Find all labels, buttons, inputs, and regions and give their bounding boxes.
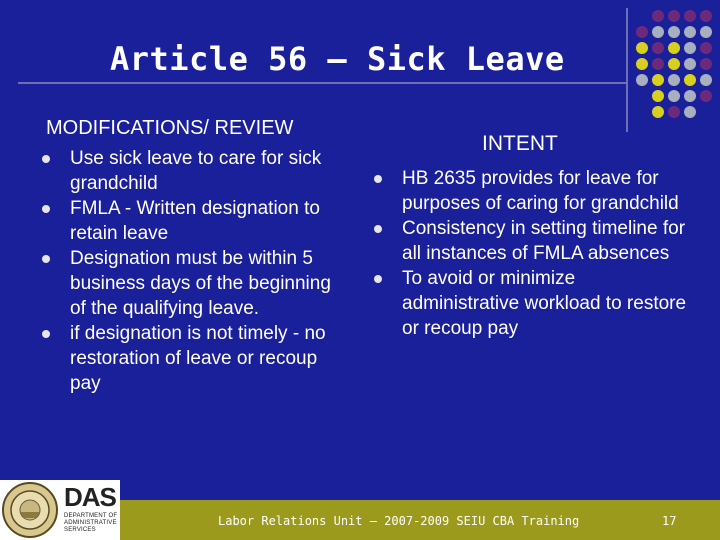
dot-icon bbox=[684, 90, 696, 102]
dot-grid-icon bbox=[636, 10, 720, 120]
list-item bbox=[42, 196, 342, 246]
dot-icon bbox=[668, 90, 680, 102]
dot-icon bbox=[684, 42, 696, 54]
bullet-text: To avoid or minimize administrative workload to restore or recoup pay bbox=[402, 268, 687, 339]
dot-icon bbox=[636, 74, 648, 86]
dot-icon bbox=[700, 90, 712, 102]
dot-icon bbox=[684, 58, 696, 70]
vertical-divider bbox=[626, 8, 628, 132]
bullet-dot-icon bbox=[374, 225, 382, 233]
right-bullet-list bbox=[374, 166, 694, 341]
left-bullet-list bbox=[42, 146, 342, 396]
dot-icon bbox=[668, 10, 680, 22]
dot-icon bbox=[700, 58, 712, 70]
dot-icon bbox=[684, 74, 696, 86]
footer-text: Labor Relations Unit – 2007-2009 SEIU CBA Training bbox=[218, 514, 580, 528]
bullet-text: Consistency in setting timeline for all instances of FMLA absences bbox=[402, 218, 686, 264]
bullet-text: if designation is not timely - no restoration of leave or recoup pay bbox=[70, 323, 326, 394]
dot-icon bbox=[652, 42, 664, 54]
dot-icon bbox=[652, 26, 664, 38]
dot-icon bbox=[652, 58, 664, 70]
bullet-text: Designation must be within 5 business days of the beginning of the qualifying leave. bbox=[70, 248, 331, 319]
state-seal-icon bbox=[2, 482, 58, 538]
dot-icon bbox=[652, 74, 664, 86]
bullet-text: HB 2635 provides for leave for purposes of caring for grandchild bbox=[402, 168, 679, 214]
list-item bbox=[374, 216, 694, 266]
right-column-heading: INTENT bbox=[482, 132, 558, 155]
bullet-dot-icon bbox=[42, 330, 50, 338]
title-underline bbox=[18, 82, 628, 84]
list-item bbox=[42, 246, 342, 321]
bullet-dot-icon bbox=[374, 275, 382, 283]
dot-icon bbox=[636, 42, 648, 54]
dot-icon bbox=[652, 90, 664, 102]
dot-icon bbox=[684, 26, 696, 38]
dot-icon bbox=[700, 74, 712, 86]
dot-icon bbox=[668, 42, 680, 54]
bullet-text: FMLA - Written designation to retain leave bbox=[70, 198, 320, 244]
list-item bbox=[42, 146, 342, 196]
logo-area bbox=[0, 480, 120, 540]
dot-icon bbox=[652, 10, 664, 22]
list-item bbox=[42, 321, 342, 396]
dot-icon bbox=[668, 58, 680, 70]
dot-icon bbox=[700, 26, 712, 38]
page-number: 17 bbox=[662, 514, 677, 528]
dot-icon bbox=[668, 74, 680, 86]
bullet-dot-icon bbox=[42, 155, 50, 163]
list-item bbox=[374, 266, 694, 341]
dot-icon bbox=[636, 26, 648, 38]
bullet-dot-icon bbox=[42, 255, 50, 263]
dot-icon bbox=[684, 106, 696, 118]
slide-title: Article 56 – Sick Leave bbox=[110, 40, 565, 78]
dot-icon bbox=[684, 10, 696, 22]
dot-icon bbox=[700, 10, 712, 22]
logo-subtext: DEPARTMENT OF ADMINISTRATIVE SERVICES bbox=[64, 513, 118, 533]
list-item bbox=[374, 166, 694, 216]
dot-icon bbox=[700, 42, 712, 54]
dot-icon bbox=[652, 106, 664, 118]
dot-icon bbox=[668, 26, 680, 38]
dot-icon bbox=[668, 106, 680, 118]
logo-text: DAS bbox=[64, 482, 116, 512]
dot-icon bbox=[636, 58, 648, 70]
bullet-dot-icon bbox=[374, 175, 382, 183]
left-column-heading: MODIFICATIONS/ REVIEW bbox=[46, 117, 294, 139]
bullet-text: Use sick leave to care for sick grandchild bbox=[70, 148, 322, 194]
bullet-dot-icon bbox=[42, 205, 50, 213]
